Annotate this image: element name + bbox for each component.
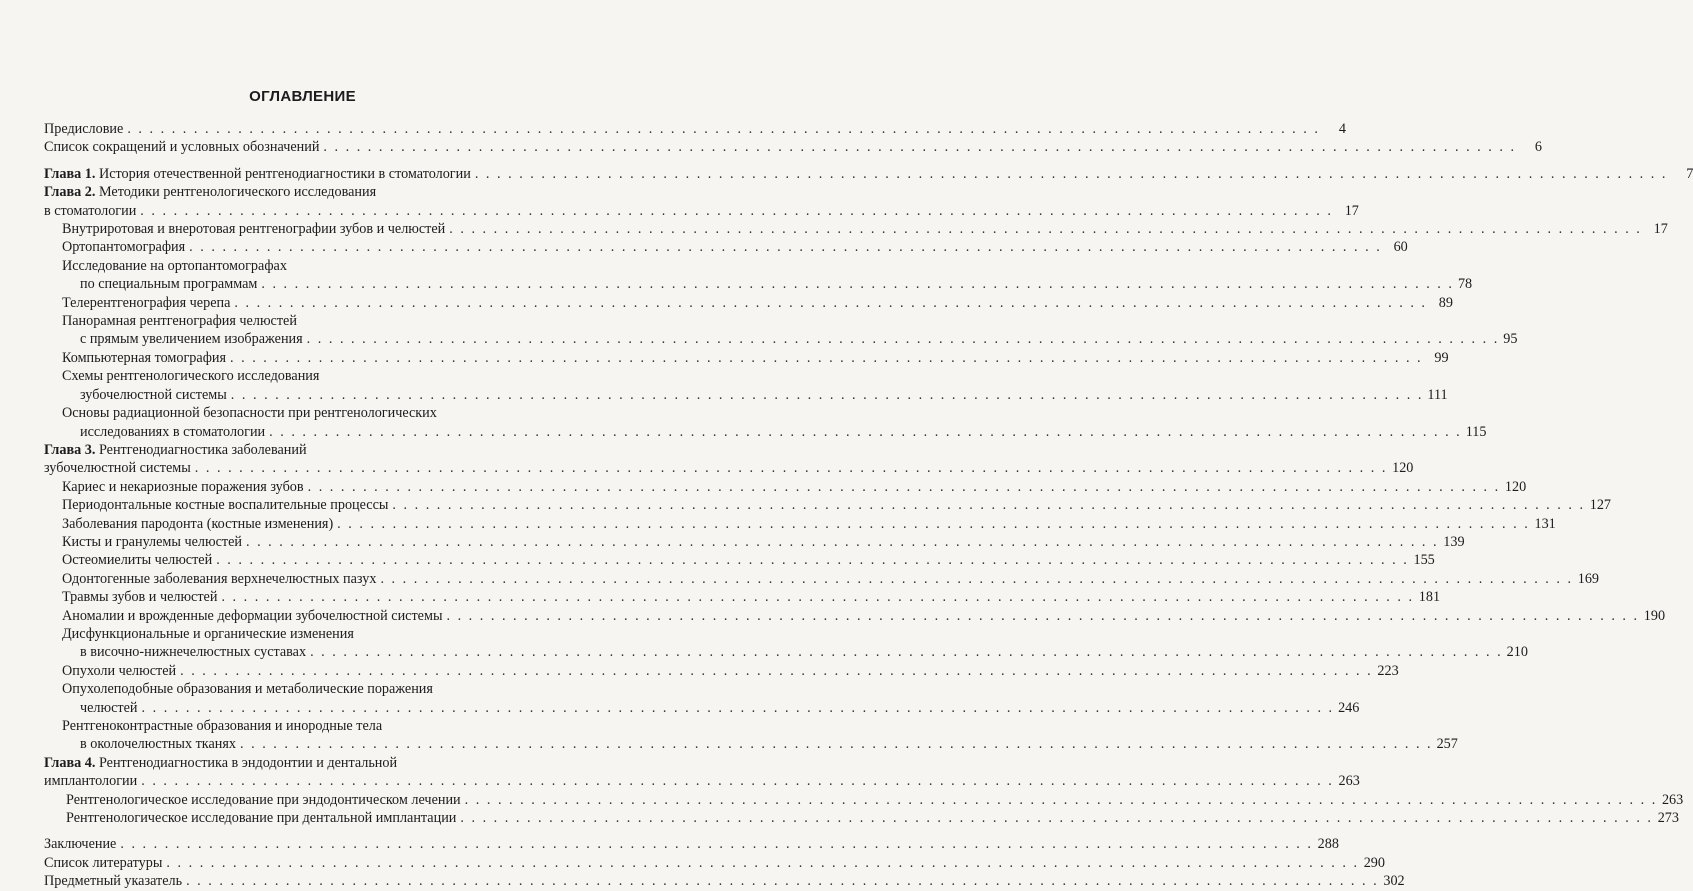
leader-dots <box>240 736 1433 752</box>
entry-title: Рентгенодиагностика заболеваний <box>98 441 307 458</box>
page-number: 95 <box>1503 331 1518 348</box>
entry-title: Опухоли челюстей <box>62 662 177 679</box>
toc-entry[interactable] <box>44 835 1339 853</box>
entry-title: Схемы рентгенологического исследования <box>62 368 320 385</box>
page-number: 99 <box>1434 349 1449 366</box>
leader-dots <box>246 533 1439 551</box>
page-number: 210 <box>1506 644 1528 661</box>
leader-dots <box>189 238 1382 256</box>
entry-title-cont: в височно-нижнечелюстных суставах <box>80 644 307 661</box>
leader-dots <box>141 772 1334 790</box>
entry-title-cont: по специальным программам <box>80 276 258 293</box>
page-number: 17 <box>1653 221 1668 238</box>
leader-dots <box>234 294 1427 312</box>
leader-dots <box>166 854 1359 872</box>
entry-title: Травмы зубов и челюстей <box>62 589 218 606</box>
entry-title: Основы радиационной безопасности при рентгенологических <box>62 405 437 422</box>
toc-chapter-1[interactable] <box>44 165 1693 183</box>
toc-section[interactable] <box>44 551 1435 569</box>
entry-title-cont: зубочелюстной системы <box>44 460 191 477</box>
front-matter <box>44 120 1542 157</box>
page-number: 190 <box>1643 607 1666 624</box>
toc-section[interactable] <box>44 349 1449 367</box>
back-matter <box>44 835 1405 890</box>
leader-dots <box>323 138 1516 156</box>
page-number: 223 <box>1377 662 1399 679</box>
leader-dots <box>261 276 1454 292</box>
toc-section[interactable] <box>44 717 1458 754</box>
entry-title-cont: в стоматологии <box>44 202 137 219</box>
leader-dots <box>216 551 1409 569</box>
table-of-contents <box>44 120 1693 891</box>
page-number: 4 <box>1338 121 1346 137</box>
page-number: 257 <box>1436 736 1458 753</box>
page-number: 7 <box>1686 165 1693 182</box>
toc-chapter-3[interactable] <box>44 441 1414 478</box>
toc-section[interactable] <box>44 662 1399 680</box>
entry-title: Дисфункциональные и органические изменения <box>62 625 354 642</box>
leader-dots <box>310 644 1503 660</box>
entry-title: Заключение <box>44 836 117 853</box>
toc-section[interactable] <box>44 791 1684 809</box>
chapter-2-sections <box>44 220 1668 441</box>
entry-title: Одонтогенные заболевания верхнечелюстных пазух <box>62 570 377 587</box>
leader-dots <box>120 835 1313 853</box>
toc-chapter-4[interactable] <box>44 754 1360 791</box>
leader-dots <box>269 424 1462 440</box>
entry-title: Исследование на ортопантомографах <box>62 257 287 274</box>
entry-title: Заболевания пародонта (костные изменения) <box>62 515 334 532</box>
toc-section[interactable] <box>44 238 1408 256</box>
toc-section[interactable] <box>44 367 1448 404</box>
page-number: 89 <box>1438 294 1453 311</box>
page-number: 263 <box>1661 791 1684 808</box>
chapter-4-sections <box>44 791 1684 828</box>
leader-dots <box>230 349 1423 367</box>
leader-dots <box>465 791 1658 809</box>
page-number: 111 <box>1427 386 1448 403</box>
toc-entry[interactable] <box>44 120 1346 138</box>
toc-section[interactable] <box>44 588 1441 606</box>
entry-title: Рентгенологическое исследование при дентальной имплантации <box>66 810 457 827</box>
page-number: 115 <box>1465 423 1487 440</box>
page-number: 288 <box>1317 836 1339 853</box>
leader-dots <box>231 387 1424 403</box>
entry-title: Внутриротовая и внеротовая рентгенографии зубов и челюстей <box>62 221 446 238</box>
page-title: ОГЛАВЛЕНИЕ <box>249 88 356 105</box>
leader-dots <box>460 809 1653 827</box>
toc-section[interactable] <box>44 809 1679 827</box>
entry-title: Остеомиелиты челюстей <box>62 552 213 569</box>
entry-title-cont: с прямым увеличением изображения <box>80 331 303 348</box>
leader-dots <box>446 607 1639 625</box>
leader-dots <box>221 588 1414 606</box>
toc-entry[interactable] <box>44 854 1385 872</box>
toc-section[interactable] <box>44 625 1528 662</box>
leader-dots <box>140 202 1333 220</box>
toc-section[interactable] <box>44 515 1556 533</box>
chapter-3-sections <box>44 478 1666 754</box>
leader-dots <box>180 662 1373 680</box>
leader-dots <box>186 872 1379 890</box>
page-number: 155 <box>1413 552 1435 569</box>
entry-title: История отечественной рентгенодиагностики в стоматологии <box>98 165 471 182</box>
chapter-label: Глава 4. <box>44 754 96 771</box>
chapters <box>44 165 1693 828</box>
toc-entry[interactable] <box>44 872 1405 890</box>
toc-section[interactable] <box>44 533 1465 551</box>
entry-title: Список сокращений и условных обозначений <box>44 139 320 156</box>
toc-chapter-2[interactable] <box>44 183 1359 220</box>
entry-title: Рентгеноконтрастные образования и инородные тела <box>62 718 383 734</box>
entry-title: Методики рентгенологического исследования <box>98 184 377 201</box>
toc-section[interactable] <box>44 496 1611 514</box>
toc-section[interactable] <box>44 680 1360 717</box>
chapter-label: Глава 1. <box>44 165 96 182</box>
page-number: 139 <box>1443 533 1465 550</box>
page-number: 17 <box>1344 202 1359 219</box>
page-number: 127 <box>1589 497 1611 514</box>
page-number: 120 <box>1392 460 1414 477</box>
toc-section[interactable] <box>44 607 1666 625</box>
entry-title: Кисты и гранулемы челюстей <box>62 533 242 550</box>
entry-title-cont: имплантологии <box>44 773 138 790</box>
toc-section[interactable] <box>44 257 1473 294</box>
entry-title: Панорамная рентгенография челюстей <box>62 313 297 330</box>
entry-title: Предметный указатель <box>44 873 183 890</box>
entry-title: Телерентгенография черепа <box>62 294 231 311</box>
page-number: 120 <box>1504 478 1527 495</box>
entry-title: Рентгенологическое исследование при эндодонтическом лечении <box>66 791 461 808</box>
entry-title: Опухолеподобные образования и метаболические поражения <box>62 681 433 698</box>
entry-title-cont: челюстей <box>80 699 138 716</box>
toc-section[interactable] <box>44 478 1527 496</box>
entry-title: Аномалии и врожденные деформации зубочелюстной системы <box>62 607 443 624</box>
chapter-label: Глава 3. <box>44 441 96 458</box>
leader-dots <box>142 700 1335 716</box>
leader-dots <box>308 478 1501 496</box>
toc-section[interactable] <box>44 570 1600 588</box>
leader-dots <box>195 459 1388 477</box>
leader-dots <box>380 570 1573 588</box>
toc-section[interactable] <box>44 312 1518 349</box>
toc-section[interactable] <box>44 220 1668 238</box>
page-number: 78 <box>1457 276 1473 293</box>
toc-section[interactable] <box>44 404 1487 441</box>
leader-dots <box>337 515 1530 533</box>
leader-dots <box>475 165 1668 183</box>
page-number: 273 <box>1657 810 1679 827</box>
page-number: 169 <box>1577 570 1600 587</box>
leader-dots <box>449 220 1642 238</box>
page-number: 60 <box>1393 239 1408 256</box>
entry-title: Периодонтальные костные воспалительные процессы <box>62 497 389 514</box>
toc-section[interactable] <box>44 294 1453 312</box>
leader-dots <box>127 120 1320 138</box>
page-number: 290 <box>1363 854 1385 871</box>
entry-title: Предисловие <box>44 121 124 137</box>
entry-title: Список литературы <box>44 854 163 871</box>
entry-title-cont: в околочелюстных тканях <box>80 736 236 753</box>
page-number: 181 <box>1418 589 1441 606</box>
page-number: 246 <box>1338 699 1360 716</box>
chapter-label: Глава 2. <box>44 184 96 201</box>
page-number: 131 <box>1534 515 1556 532</box>
page-number: 263 <box>1338 773 1360 790</box>
entry-title: Кариес и некариозные поражения зубов <box>62 478 304 495</box>
entry-title: Компьютерная томография <box>62 349 227 366</box>
page-number: 6 <box>1534 139 1542 156</box>
entry-title: Ортопантомография <box>62 239 186 256</box>
entry-title-cont: исследованиях в стоматологии <box>80 423 266 440</box>
toc-entry[interactable] <box>44 138 1542 156</box>
page-number: 302 <box>1383 873 1405 890</box>
leader-dots <box>307 331 1500 347</box>
leader-dots <box>392 496 1585 514</box>
entry-title-cont: зубочелюстной системы <box>80 386 227 403</box>
entry-title: Рентгенодиагностика в эндодонтии и дентальной <box>98 754 398 771</box>
